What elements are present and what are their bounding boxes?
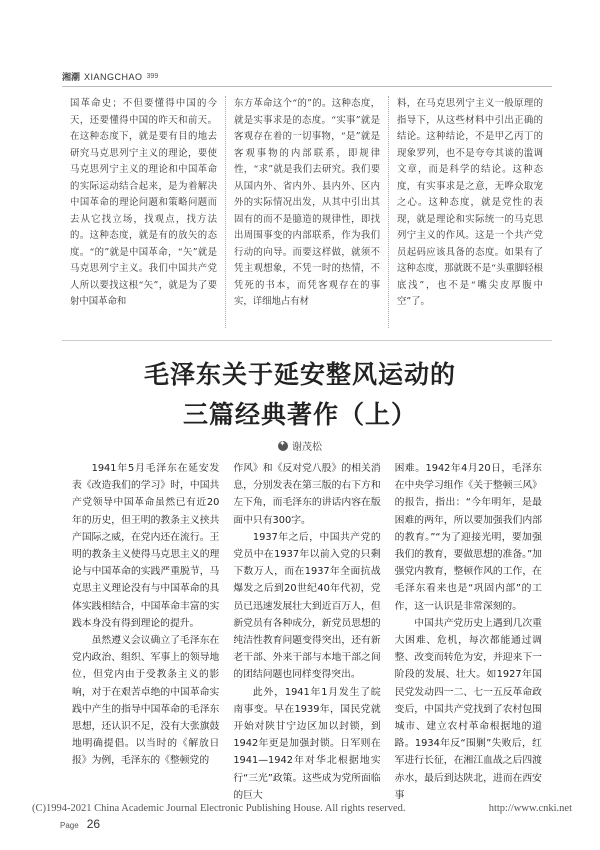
body-column-1 (72, 460, 219, 800)
top-column-3: 料，在马克思列宁主义一般原理的指导下，从这些材料中引出正确的结论。这种结论，不是甲乙丙丁的现象罗列，也不是夸夸其谈的滥调文章，而是科学的结论。这种态度，有实事求是之意，无哗众取宠之心。这种态度，就是党性的表现，就是理论和实际统一的马克思列宁主义的作风。这是一个共产党员起码应该具备的态度。如果有了这种态度，那就既不是“头重脚轻根底浅”，也不是“嘴尖皮厚腹中空”了。 (388, 96, 551, 328)
article-title (0, 355, 600, 435)
page-label: Page (60, 821, 79, 830)
article-body (72, 460, 542, 800)
paragraph: 中国共产党历史上遇到几次重大困难、危机，每次都能通过调整、改变而转危为安，并迎来下一阶段的发展、壮大。如1927年国民党发动四一二、七一五反革命政变后，中国共产党找到了农村包围城市、建立农村革命根据地的道路。1934年反“围剿”失败后，红军进行长征，在湘江血战之后四渡赤水，最后到达陕北，进而在西安事 (394, 617, 542, 801)
body-column-3 (395, 460, 542, 800)
copyright-text: (C)1994-2021 China Academic Journal Electronic Publishing House. All rights reserved. (32, 803, 406, 814)
paragraph: 1941年5月毛泽东在延安发表《改造我们的学习》时，中国共产党领导中国革命虽然已有近20年的历史，但王明的教条主义挟共产国际之威，在党内还在流行。王明的教条主义使得马克思主义的理论与中国革命的实践严重脱节，马克思主义理论没有与中国革命的具体实践相结合，中国革命丰富的实践本身没有得到理论的提升。 (72, 463, 220, 629)
top-column-2: 东方革命这个“的”的。这种态度，就是实事求是的态度。“实事”就是客观存在着的一切事物，“是”就是客观事物的内部联系，即规律性，“求”就是我们去研究。我们要从国内外、省内外、县内外、区内外的实际情况出发，从其中引出其固有的而不是臆造的规律性，即找出周围事变的内部联系，作为我们行动的向导。而要这样做，就须不凭主观想象，不凭一时的热情，不凭死的书本，而凭客观存在的事实，详细地占有材 (225, 96, 388, 328)
footer-url[interactable]: http://www.cnki.net (488, 803, 572, 814)
paragraph: 此外，1941年1月发生了皖南事变。早在1939年，国民党就开始对陕甘宁边区加以封锁，到1942年更是加强封锁。日军则在1941—1942年对华北根据地实行“三光”政策。这些成为党所面临的巨大 (233, 686, 381, 801)
page-indicator (60, 817, 100, 831)
byline (0, 438, 600, 453)
journal-name: XIANGCHAO (84, 71, 143, 82)
author-icon (278, 441, 288, 451)
header-divider (62, 86, 552, 87)
paragraph: 虽然遵义会议确立了毛泽东在党内政治、组织、军事上的领导地位，但党内由于受教条主义的影响，对于在艰苦卓绝的中国革命实践中产生的指导中国革命的毛泽东思想，还认识不足，没有大张旗鼓地明确提倡。以当时的《解放日报》为例，毛泽东的《整顿党的 (72, 635, 220, 767)
continued-article (62, 96, 552, 328)
page-number: 26 (86, 817, 101, 831)
author-name: 谢茂松 (292, 442, 322, 453)
paragraph: 作风》和《反对党八股》的相关消息，分别发表在第三版的右下方和左下角，而毛泽东的讲话内容在版面中只有300字。 (233, 463, 381, 526)
body-column-2 (233, 460, 380, 800)
title-line-2: 三篇经典著作（上） (182, 400, 417, 429)
section-divider (62, 340, 552, 341)
top-column-1: 国革命史；不但要懂得中国的今天，还要懂得中国的昨天和前天。在这种态度下，就是要有目的地去研究马克思列宁主义的理论，要使马克思列宁主义的理论和中国革命的实际运动结合起来，是为着解决中国革命的理论问题和策略问题而去从它找立场，找观点，找方法的。这种态度，就是有的放矢的态度。“的”就是中国革命，“矢”就是马克思列宁主义。我们中国共产党人所以要找这根“矢”，就是为了要射中国革命和 (70, 98, 217, 307)
journal-issue: 399 (146, 73, 159, 80)
paragraph: 困难。1942年4月20日，毛泽东在中央学习组作《关于整顿三风》的报告，指出：“今年明年，是最困难的两年，所以要加强我们内部的教育。”“为了迎接光明，要加强我们的教育，要做思想的准备。”加强党内教育，整顿作风的工作，在毛泽东看来也是“巩固内部”的工作，这一认识是非常深刻的。 (394, 463, 542, 612)
paragraph: 1937年之后，中国共产党的党员中在1937年以前入党的只剩下数万人，而在1937年全面抗战爆发之后到20世纪40年代初，党员已迅速发展壮大到近百万人，但新党员有各种成分，新党员思想的纯洁性教育问题变得突出，还有新老干部、外来干部与本地干部之间的团结问题也同样变得突出。 (233, 531, 381, 681)
journal-header (62, 70, 158, 83)
copyright-footer (32, 803, 572, 814)
journal-logo: 湘潮 (62, 73, 81, 83)
title-line-1: 毛泽东关于延安整风运动的 (143, 360, 456, 389)
